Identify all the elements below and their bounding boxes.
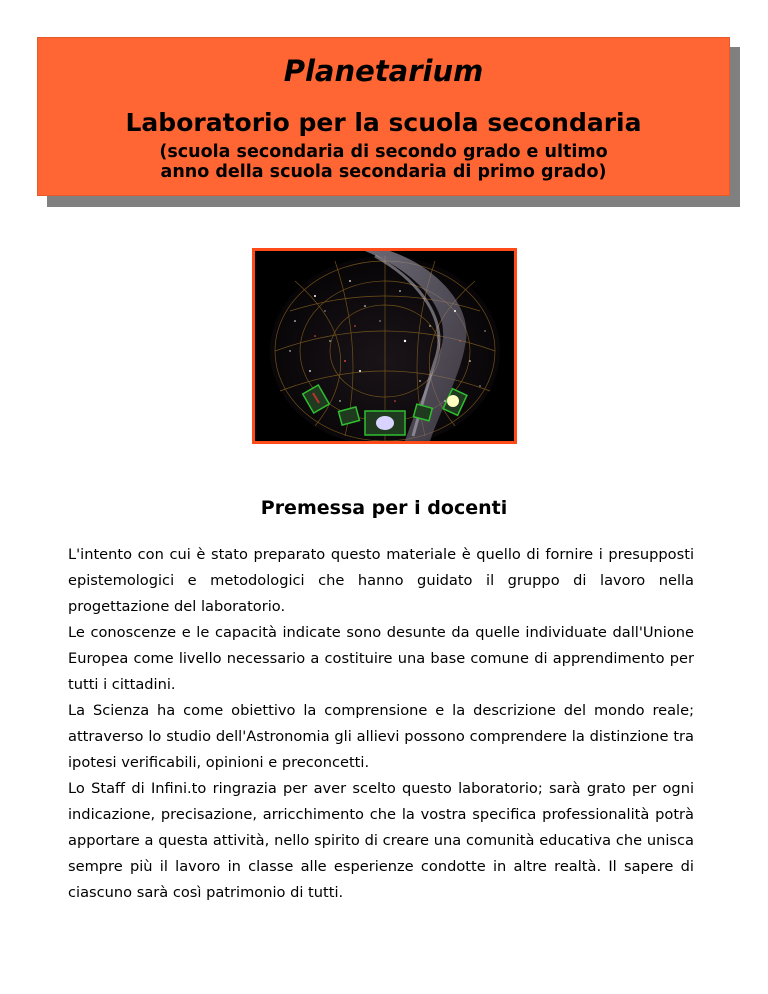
paragraph: L'intento con cui è stato preparato questo materiale è quello di fornire i presupposti epistemologici e metodologici che hanno guidato il gruppo di lavoro nella progettazione del laboratorio. xyxy=(68,546,694,615)
page-title: Planetarium xyxy=(283,54,484,88)
planetarium-sky-image xyxy=(252,248,517,444)
section-title: Premessa per i docenti xyxy=(260,497,508,519)
paragraph: La Scienza ha come obiettivo la comprensione e la descrizione del mondo reale; attraverso lo studio dell'Astronomia gli allievi possono comprendere la distinzione tra ipotesi verificabili, opinioni e preconcetti. xyxy=(68,702,694,771)
body-text xyxy=(68,542,694,906)
paragraph: Le conoscenze e le capacità indicate sono desunte da quelle individuate dall'Unione Europea come livello necessario a costituire una base comune di apprendimento per tutti i cittadini. xyxy=(68,624,694,693)
page-subtitle: Laboratorio per la scuola secondaria xyxy=(125,108,642,137)
star-map-illustration xyxy=(255,251,514,441)
paragraph: Lo Staff di Infini.to ringrazia per aver scelto questo laboratorio; sarà grato per ogni indicazione, precisazione, arricchimento che la vostra specifica professionalità potrà apportare a questa attività, nello spirito di creare una comunità educativa che unisca sempre più il lavoro in classe alle esperienze condotte in altre realtà. Il sapere di ciascuno sarà così patrimonio di tutti. xyxy=(68,780,694,901)
title-banner xyxy=(37,37,730,196)
audience-note: (scuola secondaria di secondo grado e ultimo anno della scuola secondaria di primo grado) xyxy=(159,142,608,182)
